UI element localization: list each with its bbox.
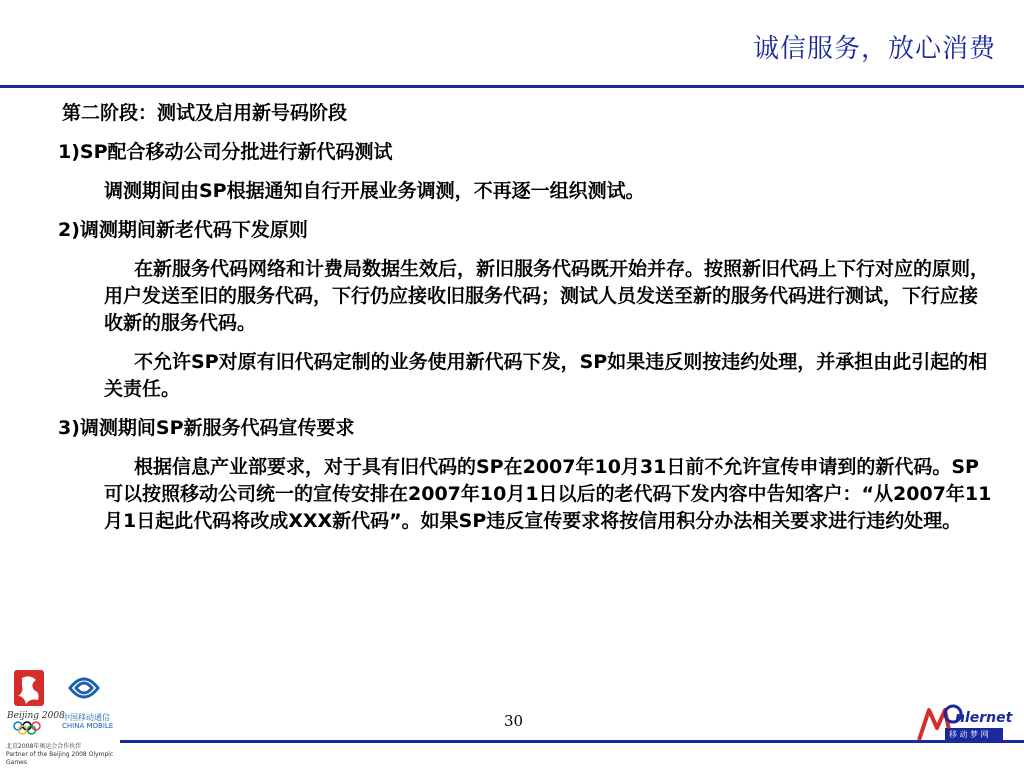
footer-divider <box>120 740 1024 743</box>
beijing-2008-logo <box>4 668 65 738</box>
item2-paragraph-1: 在新服务代码网络和计费局数据生效后，新旧服务代码既开始并存。按照新旧代码上下行对应的原则，用户发送至旧的服务代码，下行仍应接收旧服务代码；测试人员发送至新的服务代码进行测试，下行应接收新的服务代码。 <box>104 258 990 334</box>
monternet-logo <box>915 700 1013 748</box>
olympic-partner-note <box>6 743 126 767</box>
item2-paragraph-2: 不允许SP对原有旧代码定制的业务使用新代码下发，SP如果违反则按违约处理，并承担由此引起的相关责任。 <box>104 351 988 400</box>
item1-heading: 1)SP配合移动公司分批进行新代码测试 <box>58 141 393 163</box>
partner-cn-text: 北京2008年奥运会合作伙伴 <box>6 743 82 750</box>
china-mobile-cn-text: 中国移动通信 <box>62 713 110 722</box>
partner-en-text: Partner of the Beijing 2008 Olympic Games <box>6 751 114 766</box>
top-divider <box>0 85 1024 88</box>
header-slogan: 诚信服务，放心消费 <box>752 34 996 64</box>
china-mobile-logo <box>62 668 112 738</box>
item2-heading: 2)调测期间新老代码下发原则 <box>58 219 308 241</box>
item3-paragraph: 根据信息产业部要求，对于具有旧代码的SP在2007年10月31日前不允许宣传申请到的新代码。SP可以按照移动公司统一的宣传安排在2007年10月1日以后的老代码下发内容中告知客户：“从2007年11月1日起此代码将改成XXX新代码”。如果SP违反宣传要求将按信用积分办法相关要求进行违约处理。 <box>104 456 992 532</box>
svg-text:nlernet: nlernet <box>955 710 1013 726</box>
monternet-cn-text: 移 动 梦 网 <box>949 730 989 739</box>
stage-title: 第二阶段：测试及启用新号码阶段 <box>62 102 348 124</box>
slide-content <box>58 100 992 547</box>
china-mobile-en-text: CHINA MOBILE <box>62 722 114 730</box>
page-number: 30 <box>504 712 524 730</box>
item1-paragraph: 调测期间由SP根据通知自行开展业务调测，不再逐一组织测试。 <box>104 180 645 202</box>
item3-heading: 3)调测期间SP新服务代码宣传要求 <box>58 417 355 439</box>
beijing-2008-text: Beijing 2008 <box>7 711 65 721</box>
